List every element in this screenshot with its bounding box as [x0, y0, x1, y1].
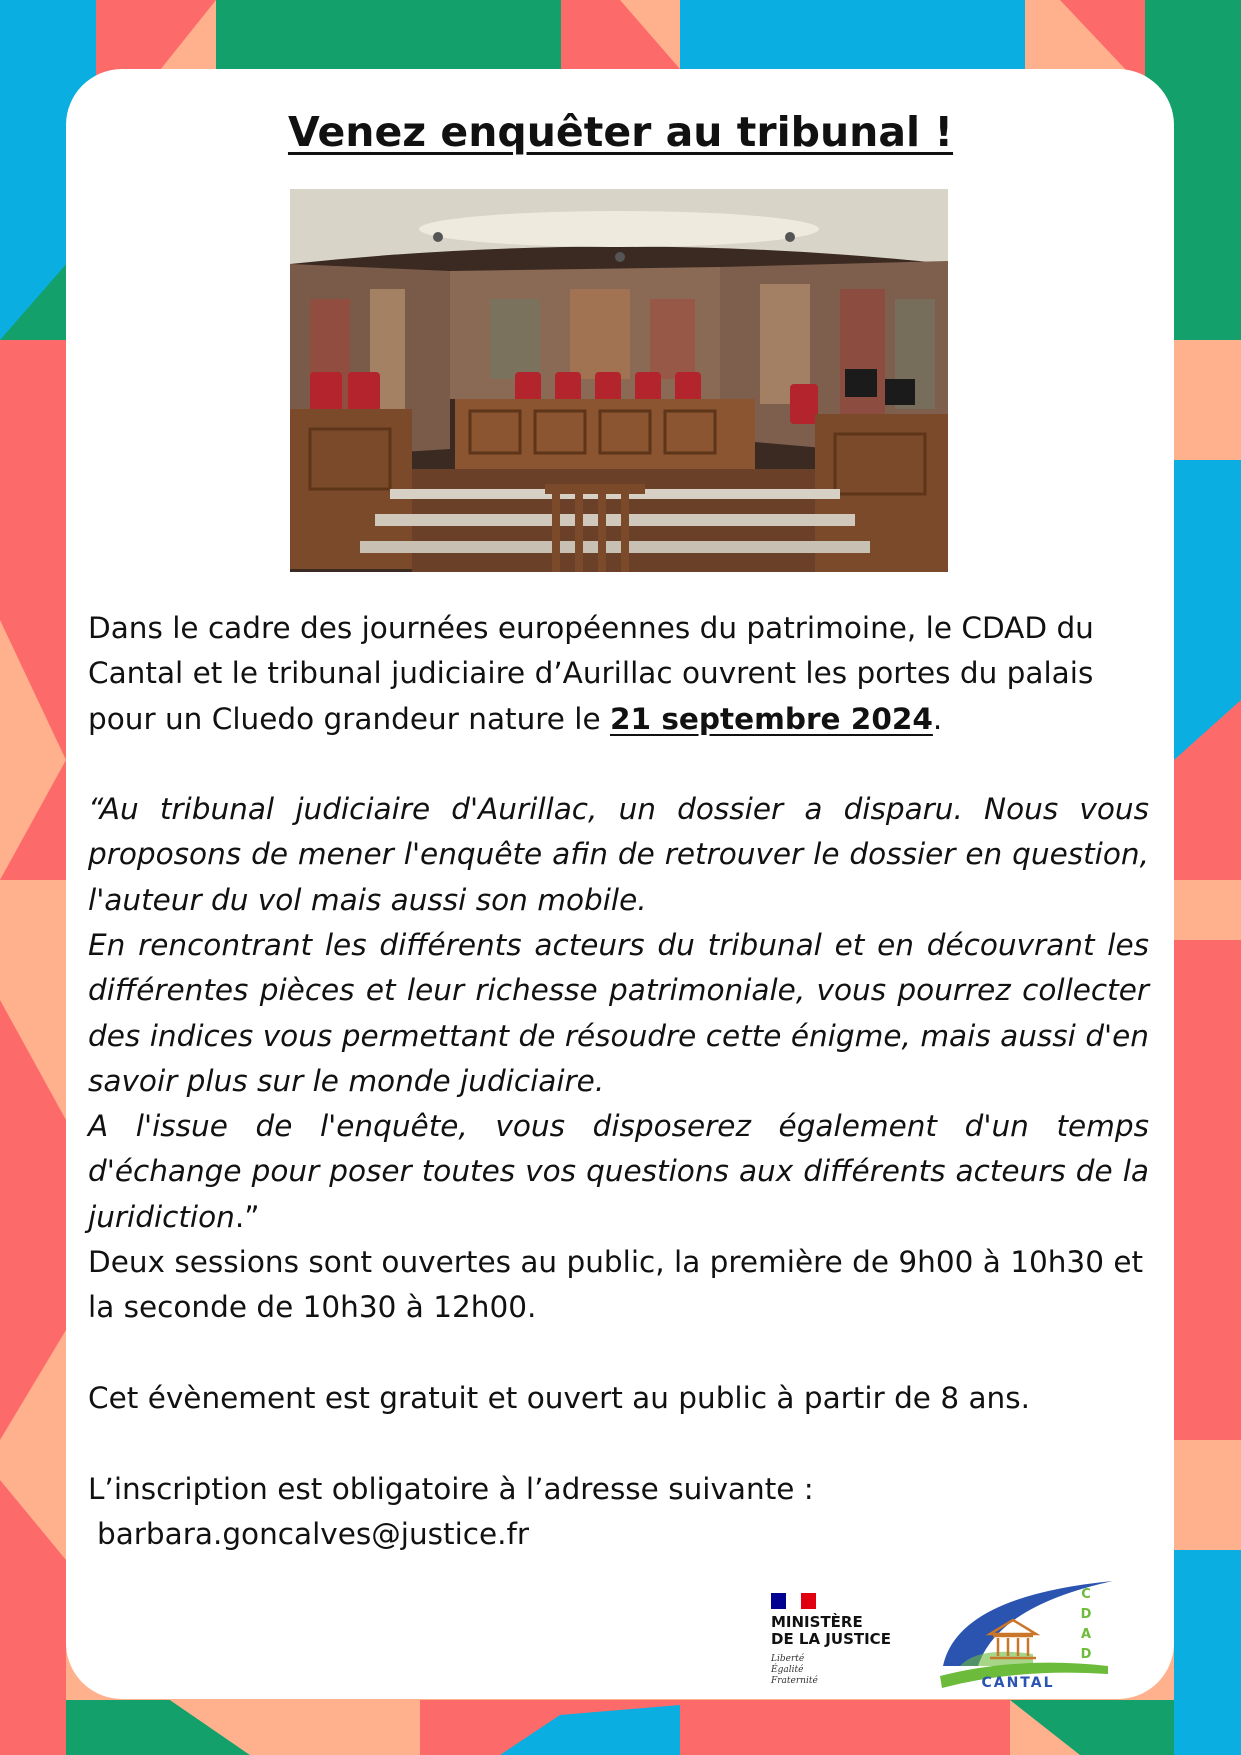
courtroom-photo	[290, 189, 948, 572]
free-event-paragraph: Cet évènement est gratuit et ouvert au public à partir de 8 ans.	[88, 1381, 1030, 1415]
registration-email[interactable]: barbara.goncalves@justice.fr	[97, 1517, 530, 1551]
sessions-paragraph: Deux sessions sont ouvertes au public, la première de 9h00 à 10h30 et la seconde de 10h30 à 12h00.	[88, 1245, 1144, 1325]
page-title: Venez enquêter au tribunal !	[287, 108, 954, 156]
cdad-letter-d2: D	[1080, 1647, 1092, 1662]
event-date: 21 septembre 2024	[610, 701, 933, 736]
quote-paragraph-3: A l'issue de l'enquête, vous disposerez également d'un temps d'échange pour poser toutes vos questions aux différents acteurs de la juridiction.”	[88, 1109, 1149, 1234]
intro-paragraph: Dans le cadre des journées européennes du patrimoine, le CDAD du Cantal et le tribunal judiciaire d’Aurillac ouvrent les portes du palais pour un Cluedo grandeur nature le 21 septembre 2024.	[88, 611, 1094, 736]
republic-motto: Liberté Égalité Fraternité	[771, 1654, 818, 1686]
ministere-name: MINISTÈRE DE LA JUSTICE	[771, 1613, 891, 1648]
cdad-letter-c: C	[1081, 1587, 1091, 1602]
cdad-letter-d: D	[1080, 1607, 1092, 1622]
cdad-cantal-logo	[938, 1576, 1116, 1692]
cdad-letter-a: A	[1080, 1627, 1092, 1642]
cantal-label: CANTAL	[981, 1675, 1055, 1691]
registration-label: L’inscription est obligatoire à l’adresse suivante :	[88, 1472, 814, 1506]
quote-paragraph-1: “Au tribunal judiciaire d'Aurillac, un dossier a disparu. Nous vous proposons de mener l'enquête afin de retrouver le dossier en question, l'auteur du vol mais aussi son mobile.	[88, 792, 1149, 917]
quote-paragraph-2: En rencontrant les différents acteurs du tribunal et en découvrant les différentes pièces et leur richesse patrimoniale, vous pourrez collecter des indices vous permettant de résoudre cette énigme, mais aussi d'en savoir plus sur le monde judiciaire.	[88, 928, 1149, 1099]
